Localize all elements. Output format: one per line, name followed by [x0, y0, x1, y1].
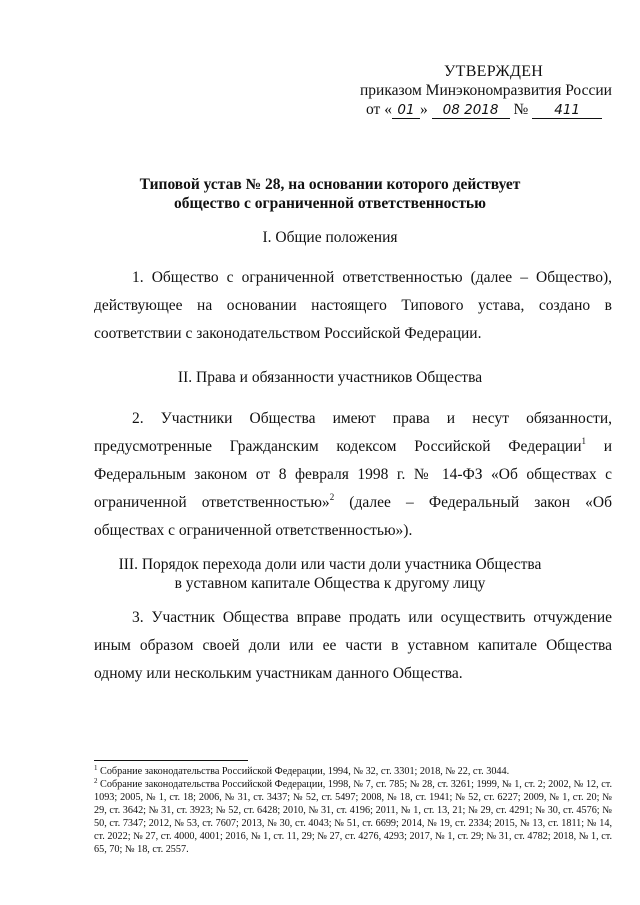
paragraph-1 — [94, 264, 612, 348]
paragraph-3 — [94, 604, 612, 688]
section-3-line-2: в уставном капитале Общества к другому лицу — [174, 575, 486, 592]
document-title — [80, 175, 580, 213]
title-line-1: Типовой устав № 28, на основании которого действует — [139, 176, 521, 193]
approval-number: 411 — [532, 102, 602, 119]
number-sign: № — [513, 101, 529, 118]
section-heading-3 — [80, 555, 580, 593]
section-3-line-1: III. Порядок перехода доли или части доли участника Общества — [118, 556, 542, 573]
footnote-2-text: Собрание законодательства Российской Федерации, 1998, № 7, ст. 785; № 28, ст. 3261; 1999, № 1, ст. 2; 2002, № 12, ст. 1093; 2005, № 1, ст. 18; 2006, № 31, ст. 3437; № 52, ст. 5497; 2008, № 18, ст. 1941; № 52, ст. 6227; 2009, № 1, ст. 20; № 29, ст. 3642; № 31, ст. 3923; № 52, ст. 6428; 2010, № 31, ст. 4196; 2011, № 1, ст. 13, 21; № 29, ст. 4291; № 30, ст. 4576; № 50, ст. 7347; 2012, № 53, ст. 7607; 2013, № 30, ст. 4043; № 51, ст. 6699; 2014, № 19, ст. 2334; 2015, № 13, ст. 1811; № 14, ст. 2022; № 27, ст. 4000, 4001; 2016, № 1, ст. 11, 29; № 27, ст. 4276, 4293; 2017, № 1, ст. 29; № 31, ст. 4782; 2018, № 1, ст. 65, 70; № 18, ст. 2557. — [94, 779, 612, 855]
approval-date-line — [360, 100, 620, 119]
section-heading-1: I. Общие положения — [262, 229, 398, 246]
footnote-ref-2[interactable]: 2 — [329, 492, 335, 502]
footnote-1 — [94, 765, 612, 778]
title-line-2: общество с ограниченной ответственностью — [174, 195, 486, 212]
approval-title: УТВЕРЖДЕН — [444, 63, 544, 80]
footnote-2-mark: 2 — [94, 777, 98, 785]
approval-month-year: 08 2018 — [432, 102, 510, 119]
footnotes — [94, 765, 612, 856]
approval-order-line: приказом Минэкономразвития России — [360, 82, 612, 99]
section-heading-2: II. Права и обязанности участников Общества — [177, 369, 483, 386]
footnote-1-text: Собрание законодательства Российской Федерации, 1994, № 32, ст. 3301; 2018, № 22, ст. 3044. — [97, 766, 510, 777]
footnote-2 — [94, 778, 612, 856]
paragraph-2-text-b: и Федеральным законом от 8 февраля 1998 г. № 14-ФЗ «Об обществах с ограниченной ответственностью» — [94, 438, 613, 511]
approval-block — [360, 62, 620, 119]
date-quote-close: » — [419, 101, 428, 118]
paragraph-2 — [94, 405, 612, 545]
paragraph-2-text-c: (далее – Федеральный закон «Об обществах с ограниченной ответственностью»). — [94, 494, 612, 539]
footnote-1-mark: 1 — [94, 764, 98, 772]
paragraph-1-text: 1. Общество с ограниченной ответственностью (далее – Общество), действующее на основании настоящего Типового устава, создано в соответствии с законодательством Российской Федерации. — [94, 269, 612, 342]
date-prefix: от « — [366, 101, 392, 118]
paragraph-2-text-a: 2. Участники Общества имеют права и несут обязанности, предусмотренные Гражданским кодексом Российской Федерации — [94, 410, 612, 455]
footnote-divider — [94, 760, 248, 761]
paragraph-3-text: 3. Участник Общества вправе продать или осуществить отчуждение иным образом своей доли или ее части в уставном капитале Общества одному или нескольким участникам данного Общества. — [94, 609, 612, 682]
approval-day: 01 — [392, 102, 420, 119]
footnote-ref-1[interactable]: 1 — [581, 436, 586, 446]
